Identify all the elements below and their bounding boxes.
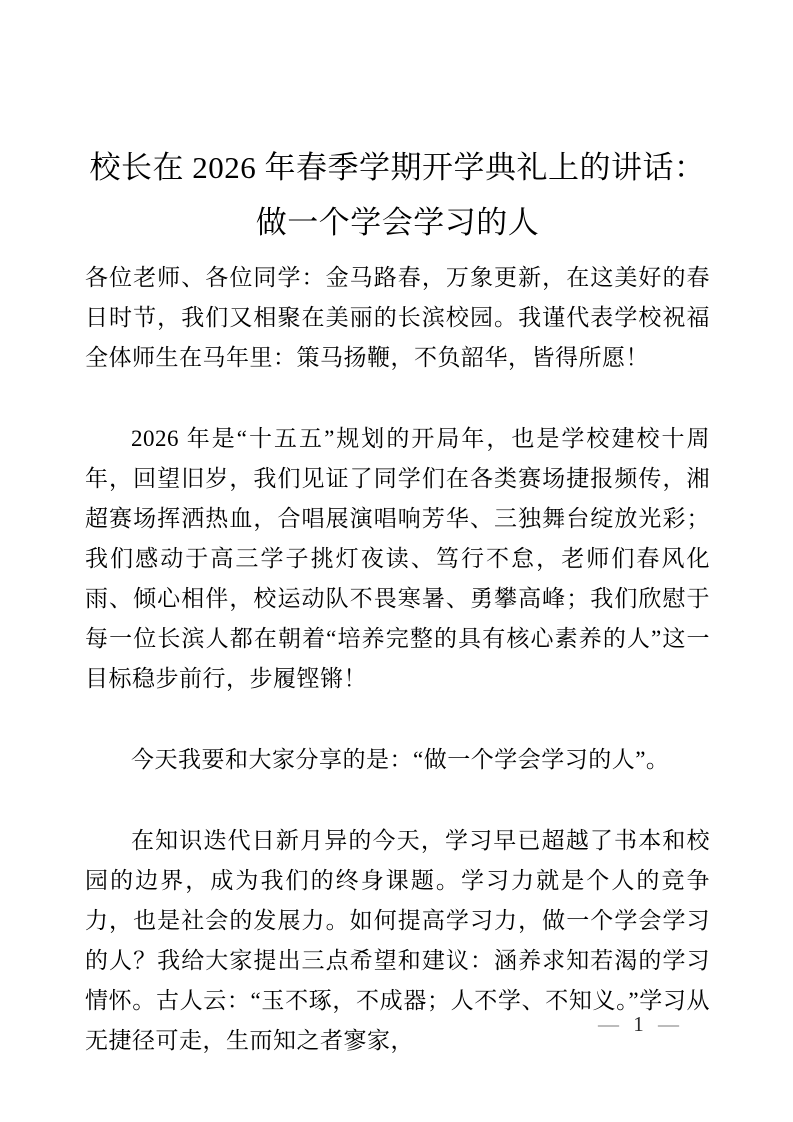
document-title: 校长在 2026 年春季学期开学典礼上的讲话：做一个学会学习的人: [89, 150, 706, 240]
paragraph-speech-theme: 今天我要和大家分享的是：“做一个学会学习的人”。: [131, 747, 670, 772]
page-number-dash-left: —: [598, 1012, 619, 1036]
page-number-value: 1: [633, 1012, 644, 1036]
paragraph-greeting: 各位老师、各位同学：金马路春，万象更新，在这美好的春日时节，我们又相聚在美丽的长滨校园。我谨代表学校祝福全体师生在马年里：策马扬鞭，不负韶华，皆得所愿！: [85, 265, 710, 370]
paragraph-year-review: 2026 年是“十五五”规划的开局年，也是学校建校十周年，回望旧岁，我们见证了同学们在各类赛场捷报频传，湘超赛场挥洒热血，合唱展演唱响芳华、三独舞台绽放光彩；我们感动于高三学子挑灯夜读、笃行不怠，老师们春风化雨、倾心相伴，校运动队不畏寒暑、勇攀高峰；我们欣慰于每一位长滨人都在朝着“培养完整的具有核心素养的人”这一目标稳步前行，步履铿锵！: [85, 426, 710, 691]
paragraph-learning-advice: 在知识迭代日新月异的今天，学习早已超越了书本和校园的边界，成为我们的终身课题。学习力就是个人的竞争力，也是社会的发展力。如何提高学习力，做一个学会学习的人？我给大家提出三点希望和建议：涵养求知若渴的学习情怀。古人云：“玉不琢，不成器；人不学、不知义。”学习从无捷径可走，生而知之者寥家，: [85, 828, 710, 1053]
page-number: [598, 1010, 679, 1038]
page-number-dash-right: —: [658, 1012, 679, 1036]
